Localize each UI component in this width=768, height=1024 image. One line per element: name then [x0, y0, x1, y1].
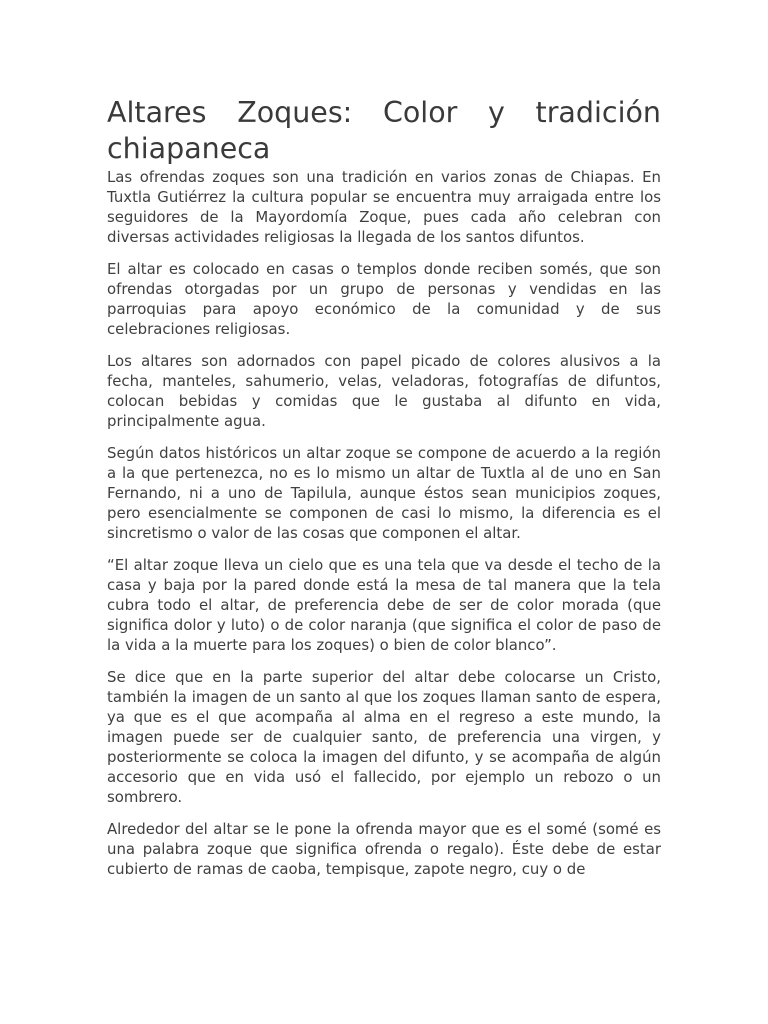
paragraph-3: Los altares son adornados con papel picado de colores alusivos a la fecha, manteles, sahumerio, velas, veladoras, fotografías de difuntos, colocan bebidas y comidas que le gustaba al difunto en vida, principalmente agua.: [107, 352, 661, 430]
document-title: Altares Zoques: Color y tradición chiapaneca: [107, 96, 661, 165]
paragraph-2: El altar es colocado en casas o templos donde reciben somés, que son ofrendas otorgadas por un grupo de personas y vendidas en las parroquias para apoyo económico de la comunidad y de sus celebraciones religiosas.: [107, 260, 661, 338]
paragraph-5: “El altar zoque lleva un cielo que es una tela que va desde el techo de la casa y baja por la pared donde está la mesa de tal manera que la tela cubra todo el altar, de preferencia debe de ser de color morada (que significa dolor y luto) o de color naranja (que significa el color de paso de la vida a la muerte para los zoques) o bien de color blanco”.: [107, 556, 661, 654]
paragraph-4: Según datos históricos un altar zoque se compone de acuerdo a la región a la que pertenezca, no es lo mismo un altar de Tuxtla al de uno en San Fernando, ni a uno de Tapilula, aunque éstos sean municipios zoques, pero esencialmente se componen de casi lo mismo, la diferencia es el sincretismo o valor de las cosas que componen el altar.: [107, 444, 661, 542]
document-page: [107, 95, 661, 891]
paragraph-6: Se dice que en la parte superior del altar debe colocarse un Cristo, también la imagen de un santo al que los zoques llaman santo de espera, ya que es el que acompaña al alma en el regreso a este mundo, la imagen puede ser de cualquier santo, de preferencia una virgen, y posteriormente se coloca la imagen del difunto, y se acompaña de algún accesorio que en vida usó el fallecido, por ejemplo un rebozo o un sombrero.: [107, 668, 661, 806]
paragraph-1: Las ofrendas zoques son una tradición en varios zonas de Chiapas. En Tuxtla Gutiérrez la cultura popular se encuentra muy arraigada entre los seguidores de la Mayordomía Zoque, pues cada año celebran con diversas actividades religiosas la llegada de los santos difuntos.: [107, 168, 661, 246]
paragraph-7: Alrededor del altar se le pone la ofrenda mayor que es el somé (somé es una palabra zoque que significa ofrenda o regalo). Éste debe de estar cubierto de ramas de caoba, tempisque, zapote negro, cuy o de: [107, 820, 661, 878]
